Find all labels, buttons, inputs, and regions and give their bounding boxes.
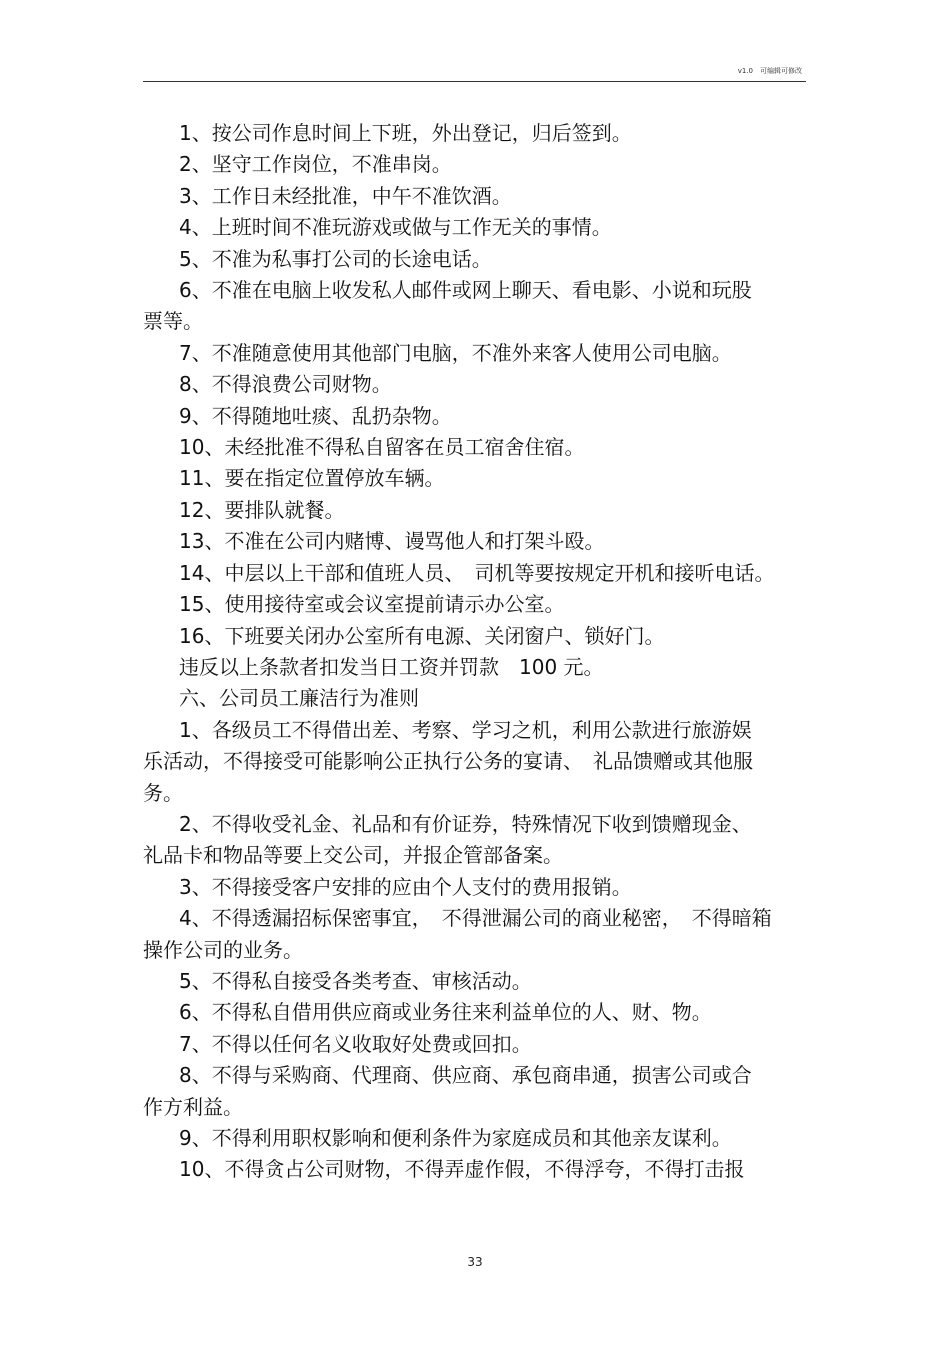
document-body bbox=[143, 118, 808, 1186]
paragraph bbox=[143, 715, 808, 809]
paragraph bbox=[143, 244, 808, 275]
paragraph bbox=[143, 495, 808, 526]
header-divider bbox=[143, 81, 806, 82]
paragraph bbox=[143, 872, 808, 903]
paragraph-line: 5、不得私自接受各类考查、审核活动。 bbox=[179, 968, 532, 993]
paragraph bbox=[143, 903, 808, 966]
paragraph bbox=[143, 1123, 808, 1154]
paragraph bbox=[143, 118, 808, 149]
paragraph bbox=[143, 275, 808, 338]
paragraph bbox=[143, 463, 808, 494]
paragraph-line: 7、不得以任何名义收取好处费或回扣。 bbox=[179, 1031, 532, 1056]
paragraph bbox=[143, 1060, 808, 1123]
paragraph-line: 3、工作日未经批准，中午不准饮酒。 bbox=[179, 183, 512, 208]
paragraph-line: 务。 bbox=[143, 780, 183, 805]
paragraph-line: 8、不得浪费公司财物。 bbox=[179, 372, 392, 397]
paragraph-line: 8、不得与采购商、代理商、供应商、承包商串通，损害公司或合 bbox=[179, 1063, 752, 1088]
paragraph bbox=[143, 558, 808, 589]
page-header bbox=[143, 66, 806, 82]
paragraph-line: 11、要在指定位置停放车辆。 bbox=[179, 466, 445, 491]
paragraph bbox=[143, 526, 808, 557]
paragraph-line: 6、不得私自借用供应商或业务往来利益单位的人、财、物。 bbox=[179, 1000, 712, 1025]
paragraph bbox=[143, 809, 808, 872]
paragraph-line: 15、使用接待室或会议室提前请示办公室。 bbox=[179, 592, 565, 617]
paragraph-line: 7、不准随意使用其他部门电脑，不准外来客人使用公司电脑。 bbox=[179, 340, 732, 365]
paragraph bbox=[143, 401, 808, 432]
paragraph bbox=[143, 149, 808, 180]
paragraph bbox=[143, 683, 808, 714]
paragraph-line: 16、下班要关闭办公室所有电源、关闭窗户、锁好门。 bbox=[179, 623, 665, 648]
paragraph-line: 票等。 bbox=[143, 309, 203, 334]
paragraph-line: 六、公司员工廉洁行为准则 bbox=[179, 686, 419, 711]
paragraph-line: 作方利益。 bbox=[143, 1094, 243, 1119]
paragraph bbox=[143, 621, 808, 652]
paragraph-line: 2、不得收受礼金、礼品和有价证券，特殊情况下收到馈赠现金、 bbox=[179, 811, 752, 836]
paragraph bbox=[143, 1154, 808, 1185]
paragraph bbox=[143, 212, 808, 243]
paragraph bbox=[143, 181, 808, 212]
paragraph bbox=[143, 432, 808, 463]
paragraph-line: 1、各级员工不得借出差、考察、学习之机，利用公款进行旅游娱 bbox=[179, 717, 752, 742]
version-label: v1.0 可编辑可修改 bbox=[737, 67, 802, 75]
paragraph-line: 4、上班时间不准玩游戏或做与工作无关的事情。 bbox=[179, 215, 612, 240]
paragraph-line: 4、不得透漏招标保密事宜， 不得泄漏公司的商业秘密， 不得暗箱 bbox=[179, 906, 772, 931]
paragraph-line: 13、不准在公司内赌博、谩骂他人和打架斗殴。 bbox=[179, 529, 605, 554]
paragraph bbox=[143, 997, 808, 1028]
paragraph-line: 9、不得随地吐痰、乱扔杂物。 bbox=[179, 403, 452, 428]
paragraph bbox=[143, 338, 808, 369]
paragraph-line: 6、不准在电脑上收发私人邮件或网上聊天、看电影、小说和玩股 bbox=[179, 278, 752, 303]
paragraph-line: 9、不得利用职权影响和便利条件为家庭成员和其他亲友谋利。 bbox=[179, 1126, 732, 1150]
paragraph-line: 1、按公司作息时间上下班，外出登记，归后签到。 bbox=[179, 121, 632, 145]
paragraph-line: 乐活动，不得接受可能影响公正执行公务的宴请、 礼品馈赠或其他服 bbox=[143, 749, 753, 774]
paragraph-line: 2、坚守工作岗位，不准串岗。 bbox=[179, 152, 452, 177]
paragraph-line: 12、要排队就餐。 bbox=[179, 497, 345, 522]
paragraph bbox=[143, 369, 808, 400]
paragraph-line: 10、未经批准不得私自留客在员工宿舍住宿。 bbox=[179, 435, 585, 460]
paragraph bbox=[143, 652, 808, 683]
paragraph-line: 14、中层以上干部和值班人员、 司机等要按规定开机和接听电话。 bbox=[179, 560, 775, 585]
paragraph bbox=[143, 589, 808, 620]
paragraph bbox=[143, 1029, 808, 1060]
paragraph-line: 3、不得接受客户安排的应由个人支付的费用报销。 bbox=[179, 874, 632, 899]
paragraph-line: 操作公司的业务。 bbox=[143, 937, 303, 962]
paragraph bbox=[143, 966, 808, 997]
paragraph-line: 10、不得贪占公司财物，不得弄虚作假，不得浮夸，不得打击报 bbox=[179, 1157, 745, 1182]
paragraph-line: 礼品卡和物品等要上交公司，并报企管部备案。 bbox=[143, 843, 563, 868]
paragraph-line: 5、不准为私事打公司的长途电话。 bbox=[179, 246, 492, 271]
paragraph-line: 违反以上条款者扣发当日工资并罚款 100 元。 bbox=[179, 654, 604, 679]
page-number: 33 bbox=[467, 1255, 483, 1269]
